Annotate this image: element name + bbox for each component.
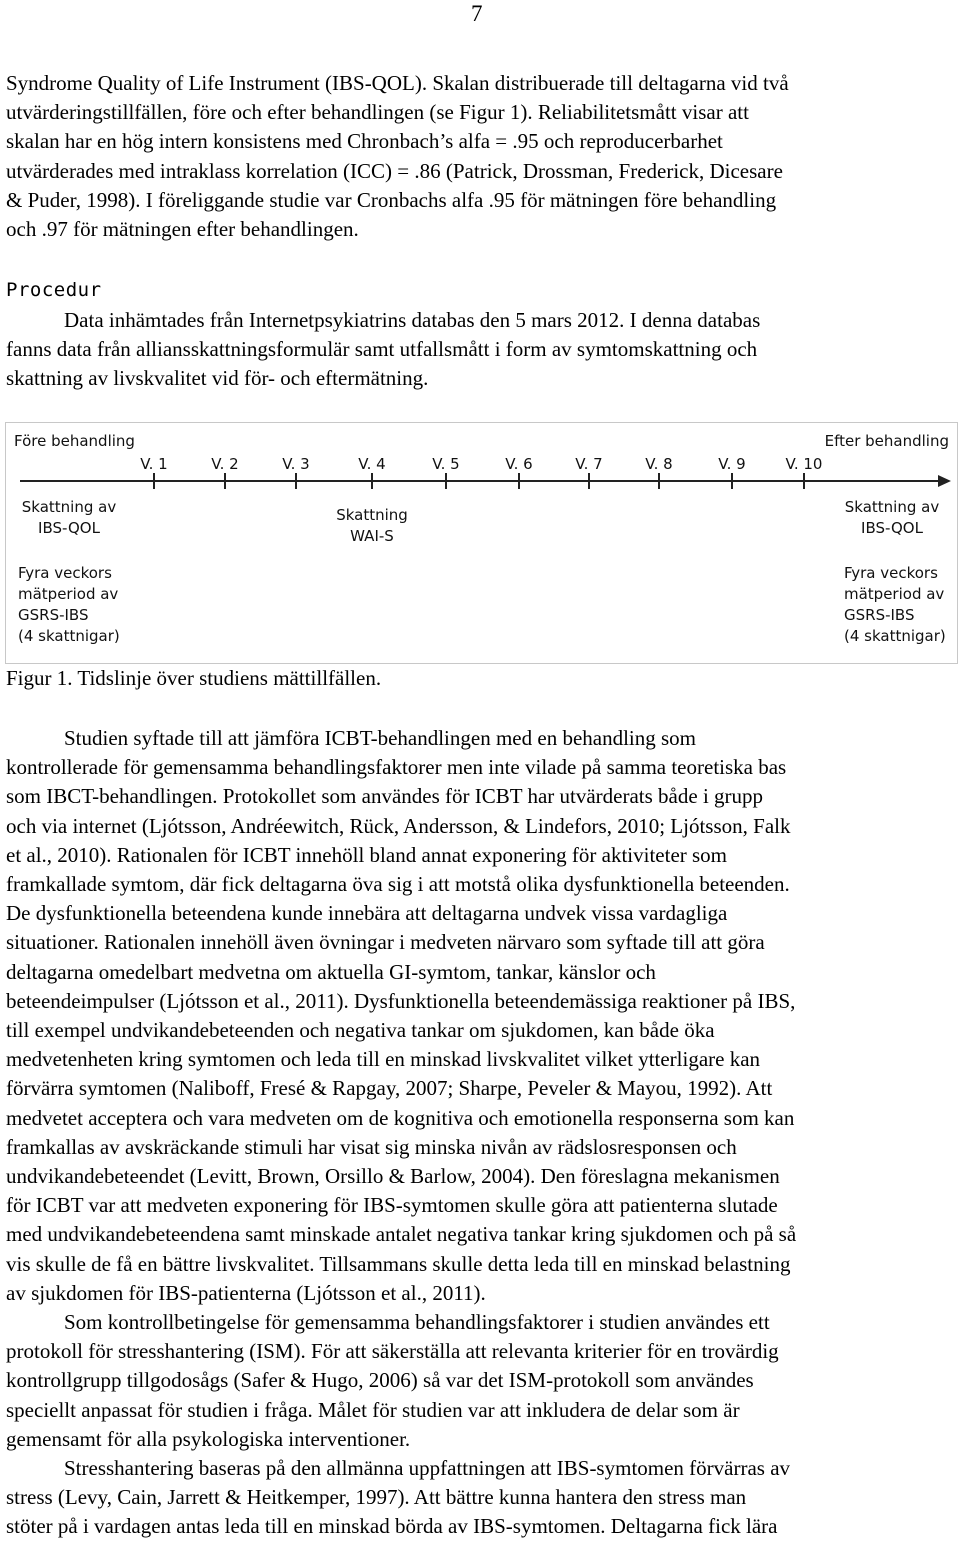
text-line: undvikandebeteendet (Levitt, Brown, Orsillo & Barlow, 2004). Den föreslagna mekanismen	[6, 1164, 780, 1189]
rating-line: WAI-S	[350, 527, 394, 545]
text-line: förvärra symtomen (Naliboff, Fresé & Rapgay, 2007; Sharpe, Peveler & Mayou, 1992). Att	[6, 1076, 773, 1101]
text-line: utvärderades med intraklass korrelation (ICC) = .86 (Patrick, Drossman, Frederick, Dicesare	[6, 158, 783, 183]
period-line: Fyra veckors	[844, 564, 938, 582]
text-line: stress (Levy, Cain, Jarrett & Heitkemper, 1997). Att bättre kunna hantera den stress man	[6, 1485, 747, 1510]
text-line: med undvikandebeteendena samt minskade antalet negativa tankar kring sjukdomen och på så	[6, 1222, 797, 1247]
period-line: mätperiod av	[18, 585, 119, 603]
visit-label: V. 6	[505, 455, 533, 473]
text-line: medvetet acceptera och vara medveten om de kognitiva och emotionella responserna som kan	[6, 1105, 795, 1130]
text-line: som IBCT-behandlingen. Protokollet som användes för ICBT har utvärderats både i grupp	[6, 784, 764, 809]
text-line: Som kontrollbetingelse för gemensamma behandlingsfaktorer i studien användes ett	[64, 1310, 770, 1335]
rating-line: IBS-QOL	[38, 519, 100, 537]
text-line: Studien syftade till att jämföra ICBT-behandlingen med en behandling som	[64, 726, 697, 750]
visit-label: V. 2	[211, 455, 239, 473]
text-line: stöter på i vardagen antas leda till en minskad börda av IBS-symtomen. Deltagarna fick lära	[6, 1514, 778, 1539]
text-line: Syndrome Quality of Life Instrument (IBS-QOL). Skalan distribuerade till deltagarna vid två	[6, 71, 789, 95]
text-line: och .97 för mätningen efter behandlingen.	[6, 217, 359, 242]
visit-label: V. 9	[718, 455, 746, 473]
visit-label: V. 8	[645, 455, 673, 473]
rating-line: IBS-QOL	[861, 519, 923, 537]
text-line: situationer. Rationalen innehöll även övningar i medveten närvaro som syftade till att göra	[6, 930, 765, 955]
period-line: GSRS-IBS	[844, 606, 915, 624]
rating-line: Skattning av	[844, 498, 940, 516]
visit-label: V. 4	[358, 455, 386, 473]
text-line: framkallade symtom, där fick deltagarna öva sig i att motstå olika dysfunktionella beteenden.	[6, 872, 790, 897]
right-period-box	[844, 563, 946, 647]
text-line: utvärderingstillfällen, före och efter behandlingen (se Figur 1). Reliabilitetsmått visar att	[6, 100, 749, 125]
text-line: kontrollgrupp tillgodosågs (Safer & Hugo, 2006) så var det ISM-protokoll som användes	[6, 1368, 754, 1393]
text-line: deltagarna omedelbart medvetna om aktuella GI-symtom, tankar, känslor och	[6, 959, 656, 984]
text-line: speciellt anpassat för studien i fråga. Målet för studien var att inkludera de delar som är	[6, 1397, 740, 1422]
procedure-paragraph	[6, 306, 954, 394]
period-line: mätperiod av	[844, 585, 945, 603]
rating-line: Skattning	[336, 506, 408, 524]
figure-caption: Figur 1. Tidslinje över studiens mättillfällen.	[6, 666, 382, 690]
mid-rating-box	[324, 505, 420, 547]
period-line: Fyra veckors	[18, 564, 112, 582]
text-line: & Puder, 1998). I föreliggande studie var Cronbachs alfa .95 för mätningen före behandling	[6, 187, 777, 212]
visit-label: V. 10	[785, 455, 823, 473]
text-line: kontrollerade för gemensamma behandlingsfaktorer men inte vilade på samma teoretiska bas	[6, 755, 787, 780]
text-line: skalan har en hög intern konsistens med Chronbach’s alfa = .95 och reproducerbarhet	[6, 129, 723, 154]
text-line: framkallas av avskräckande stimuli har visat sig minska nivån av rädslosresponsen och	[6, 1134, 737, 1159]
text-line: för ICBT var att medveten exponering för IBS-symtomen skulle göra att patienterna slutade	[6, 1193, 778, 1218]
left-period-box	[18, 563, 120, 647]
text-line: av sjukdomen för IBS-patienterna (Ljótsson et al., 2011).	[6, 1280, 486, 1305]
text-line: gemensamt för alla psykologiska interventioner.	[6, 1426, 411, 1451]
period-line: GSRS-IBS	[18, 606, 89, 624]
before-treatment-label: Före behandling	[14, 432, 135, 450]
text-line: vis skulle de få en bättre livskvalitet. Tillsammans skulle detta leda till en minskad belastning	[6, 1251, 791, 1276]
text-line: skattning av livskvalitet vid för- och eftermätning.	[6, 366, 429, 391]
body-paragraphs	[6, 724, 954, 1542]
page-number: 7	[471, 1, 483, 26]
text-line: fanns data från alliansskattningsformulär samt utfallsmått i form av symtomskattning och	[6, 337, 758, 362]
right-rating-box	[836, 497, 948, 539]
text-line: et al., 2010). Rationalen för ICBT innehöll bland annat exponering för aktiviteter som	[6, 842, 728, 867]
visit-label: V. 7	[575, 455, 603, 473]
timeline-figure	[5, 422, 958, 664]
left-rating-box	[14, 497, 124, 539]
text-line: till exempel undvikandebeteenden och negativa tankar om sjukdomen, kan både öka	[6, 1018, 715, 1043]
after-treatment-label: Efter behandling	[824, 432, 949, 450]
text-line: Data inhämtades från Internetpsykiatrins databas den 5 mars 2012. I denna databas	[64, 308, 761, 332]
period-line: (4 skattnigar)	[844, 627, 946, 645]
text-line: Stresshantering baseras på den allmänna uppfattningen att IBS-symtomen förvärras av	[64, 1456, 791, 1481]
period-line: (4 skattnigar)	[18, 627, 120, 645]
visit-label: V. 3	[282, 455, 310, 473]
text-line: medvetenheten kring symtomen och leda till en minskad livskvalitet vilket ytterligare kan	[6, 1047, 761, 1072]
visit-label: V. 1	[140, 455, 168, 473]
visit-label: V. 5	[432, 455, 460, 473]
intro-paragraph	[6, 69, 954, 244]
text-line: De dysfunktionella beteendena kunde innebära att deltagarna undvek vissa vardagliga	[6, 901, 728, 926]
text-line: protokoll för stresshantering (ISM). För att säkerställa att relevanta kriterier för en trovärdig	[6, 1339, 779, 1364]
section-heading: Procedur	[6, 279, 102, 301]
rating-line: Skattning av	[21, 498, 117, 516]
text-line: beteendeimpulser (Ljótsson et al., 2011). Dysfunktionella beteendemässiga reaktioner på IBS,	[6, 988, 796, 1013]
text-line: och via internet (Ljótsson, Andréewitch, Rück, Andersson, & Lindefors, 2010; Ljótsson, Falk	[6, 813, 791, 838]
